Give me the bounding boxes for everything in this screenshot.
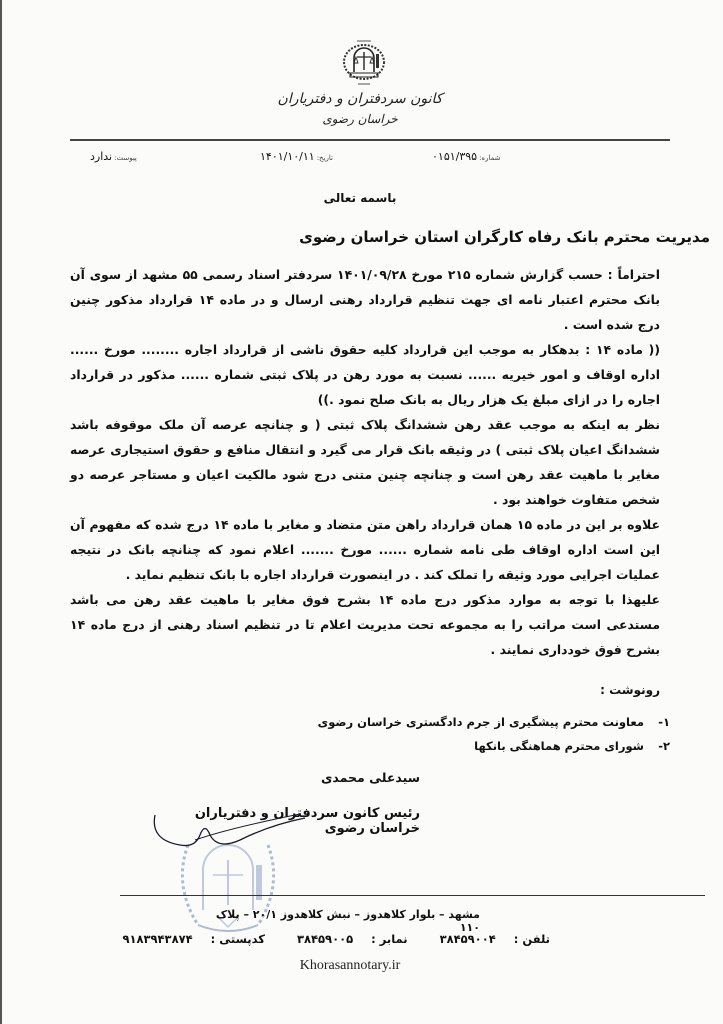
addressee: مدیریت محترم بانک رفاه کارگران استان خراسان رضوی [299, 228, 710, 246]
cc-item-text: معاونت محترم پیشگیری از جرم دادگستری خراسان رضوی [317, 715, 644, 729]
letter-number-value: ۰۱۵۱/۳۹۵ [432, 150, 478, 163]
cc-list [250, 710, 670, 758]
letter-body [70, 262, 660, 662]
body-paragraph: علاوه بر این در ماده ۱۵ همان قرارداد راهن متن متضاد و مغایر با ماده ۱۴ درج شده که مفهوم آن این است اداره اوقاف طی نامه شماره ...... مورخ ....... اعلام نمود که چنانچه بانک در نتیجه عملیات اجرایی مورد وثیقه را تملک کند . در اینصورت قرارداد اجاره با بانک تنظیم نماید . [70, 517, 661, 582]
handwritten-signature-icon [150, 810, 310, 880]
website-link[interactable]: Khorasannotary.ir [299, 958, 401, 973]
letter-number-label: شماره: [479, 154, 501, 162]
cc-item-number: ۲- [658, 739, 670, 753]
fax [283, 932, 408, 946]
letter-attachment-label: پیوست: [114, 154, 137, 162]
body-paragraph: احتراماً : حسب گزارش شماره ۲۱۵ مورخ ۱۴۰۱/۰۹/۲۸ سردفتر اسناد رسمی ۵۵ مشهد از سوی آن بانک محترم اعتبار نامه ای جهت تنظیم قرارداد رهنی ارسال و در ماده ۱۴ قرارداد مذکور چنین درج شده است . [70, 267, 660, 332]
cc-item [250, 710, 670, 734]
org-name: کانون سردفتران و دفتریاران [277, 91, 443, 107]
cc-title: رونوشت : [600, 683, 660, 697]
phone-label: تلفن : [513, 932, 550, 946]
letter-date-value: ۱۴۰۱/۱۰/۱۱ [260, 150, 315, 163]
letter-number [432, 150, 501, 163]
header-divider [70, 139, 670, 141]
fax-value: ۳۸۴۵۹۰۰۵ [296, 932, 354, 946]
signer-name: سیدعلی محمدی [320, 770, 420, 785]
letter-date [260, 150, 333, 163]
postal-label: کدپستی : [210, 932, 265, 946]
phone-value: ۳۸۴۵۹۰۰۴ [439, 932, 496, 946]
postal-value: ۹۱۸۳۹۴۳۸۷۴ [122, 932, 193, 946]
invocation: باسمه تعالی [323, 191, 397, 205]
scales-of-justice-emblem-icon [337, 38, 391, 88]
footer-address: مشهد – بلوار کلاهدوز – نبش کلاهدوز ۲۰/۱ – پلاک ۱۱۰ [215, 908, 480, 934]
letter-date-label: تاریخ: [316, 154, 333, 162]
phone [426, 932, 550, 946]
letter-attachment-value: ندارد [90, 150, 113, 163]
cc-item [250, 734, 670, 758]
body-paragraph: علیهذا با توجه به موارد مذکور درج ماده ۱۴ بشرح فوق مغایر با ماهیت عقد رهن می باشد مستدعی است مراتب را به مجموعه تحت مدیریت اعلام تا در تنظیم اسناد رهنی از درج ماده ۱۴ بشرح فوق خودداری نمایند . [70, 592, 660, 657]
fax-label: نمابر : [371, 932, 408, 946]
postal-code [108, 932, 265, 946]
letter-attachment [90, 150, 137, 163]
body-paragraph: (( ماده ۱۴ : بدهکار به موجب این قرارداد کلیه حقوق ناشی از قرارداد اجاره ........ مورخ ...... اداره اوقاف و امور خیریه ...... نسبت به مورد رهن در پلاک ثبتی شماره ...... مذکور در قرارداد اجاره را در ازای مبلغ یک هزار ریال به بانک صلح نمود .)) [70, 342, 661, 407]
body-paragraph: نظر به اینکه به موجب عقد رهن ششدانگ پلاک ثبتی ( و چنانچه عرصه آن ملک موقوفه باشد ششدانگ اعیان پلاک ثبتی ) در وثیقه بانک قرار می گیرد و انتقال منافع و حقوق استیجاری عرصه مغایر با ماهیت عقد رهن است و چنانچه چنین متنی درج شود مالکیت اعیان و مستاجر عرصه دو شخص متفاوت خواهند بود . [70, 417, 660, 507]
scan-edge [0, 0, 2, 1024]
org-region: خراسان رضوی [322, 112, 398, 126]
signer-title: رئیس کانون سردفتران و دفتریاران خراسان رضوی [194, 806, 420, 836]
footer-contact [122, 932, 550, 946]
cc-item-text: شورای محترم هماهنگی بانکها [474, 739, 644, 753]
cc-item-number: ۱- [658, 715, 670, 729]
footer-divider [120, 895, 705, 896]
